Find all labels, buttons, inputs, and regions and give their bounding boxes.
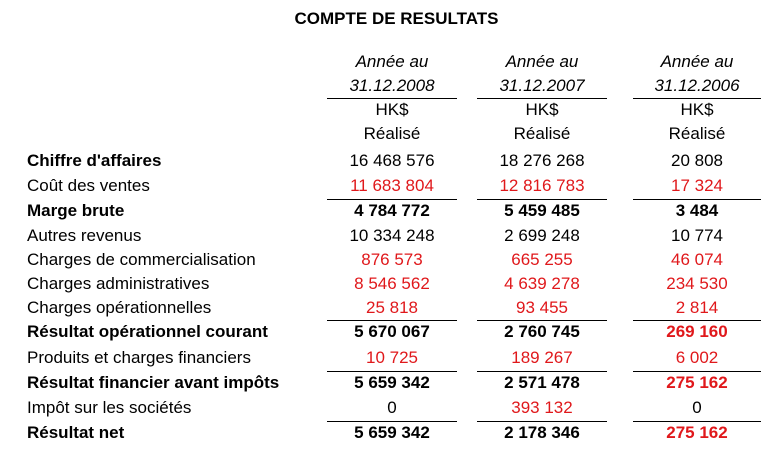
value-2007: 2 760 745 <box>504 322 580 341</box>
row-label: Charges de commercialisation <box>27 250 256 269</box>
value-2006: 0 <box>692 398 702 417</box>
year-label: Année au <box>660 52 734 71</box>
value-2006: 269 160 <box>666 322 728 341</box>
year-label: Année au <box>355 52 429 71</box>
row-label: Autres revenus <box>27 226 142 245</box>
value-2007: 189 267 <box>511 348 573 367</box>
table-row-marge-brute <box>0 199 783 223</box>
row-label: Coût des ventes <box>27 176 150 195</box>
table-row-produits-charges-financiers <box>0 346 783 370</box>
value-2006: 20 808 <box>671 151 723 170</box>
value-2006: 3 484 <box>675 201 719 220</box>
report-title: COMPTE DE RESULTATS <box>294 9 499 28</box>
value-2006: 275 162 <box>666 373 728 392</box>
value-2006: 17 324 <box>671 176 723 195</box>
table-row-impot-societes <box>0 396 783 420</box>
header-divider <box>327 98 457 99</box>
year-date: 31.12.2007 <box>499 76 585 95</box>
table-row-autres-revenus <box>0 224 783 248</box>
value-2007: 4 639 278 <box>504 274 580 293</box>
row-label: Résultat net <box>27 423 125 442</box>
value-2008: 25 818 <box>366 298 418 317</box>
value-2006: 275 162 <box>666 423 728 442</box>
value-2007: 2 178 346 <box>504 423 580 442</box>
value-2006: 234 530 <box>666 274 728 293</box>
table-row-charges-administratives <box>0 272 783 296</box>
status-label: Réalisé <box>668 124 726 143</box>
value-2008: 5 659 342 <box>354 373 430 392</box>
value-2007: 93 455 <box>516 298 568 317</box>
header-divider <box>633 98 761 99</box>
value-2008: 5 670 067 <box>354 322 430 341</box>
value-2006: 10 774 <box>671 226 723 245</box>
row-label: Résultat opérationnel courant <box>27 322 268 341</box>
row-label: Charges administratives <box>27 274 210 293</box>
value-2008: 5 659 342 <box>354 423 430 442</box>
row-label: Impôt sur les sociétés <box>27 398 192 417</box>
table-row-charges-commercialisation <box>0 248 783 272</box>
table-row-resultat-financier <box>0 371 783 395</box>
value-2008: 16 468 576 <box>349 151 435 170</box>
value-2008: 11 683 804 <box>350 176 434 195</box>
value-2008: 876 573 <box>361 250 423 269</box>
value-2008: 4 784 772 <box>354 201 430 220</box>
table-row-chiffre-affaires <box>0 149 783 173</box>
currency-label: HK$ <box>680 100 714 119</box>
value-2007: 5 459 485 <box>504 201 580 220</box>
table-row-charges-operationnelles <box>0 296 783 320</box>
value-2007: 2 571 478 <box>504 373 580 392</box>
currency-label: HK$ <box>375 100 409 119</box>
value-2008: 10 334 248 <box>349 226 435 245</box>
status-label: Réalisé <box>363 124 421 143</box>
value-2006: 2 814 <box>675 298 719 317</box>
row-label: Chiffre d'affaires <box>27 151 162 170</box>
row-label: Marge brute <box>27 201 125 220</box>
table-row-resultat-operationnel <box>0 320 783 344</box>
year-date: 31.12.2008 <box>349 76 435 95</box>
table-row-cout-ventes <box>0 174 783 198</box>
value-2006: 6 002 <box>675 348 719 367</box>
header-divider <box>477 98 607 99</box>
value-2008: 0 <box>387 398 397 417</box>
row-label: Résultat financier avant impôts <box>27 373 280 392</box>
status-label: Réalisé <box>513 124 571 143</box>
value-2007: 18 276 268 <box>499 151 585 170</box>
row-label: Charges opérationnelles <box>27 298 212 317</box>
value-2007: 12 816 783 <box>499 176 585 195</box>
value-2007: 393 132 <box>511 398 573 417</box>
table-row-resultat-net <box>0 421 783 445</box>
value-2006: 46 074 <box>671 250 723 269</box>
currency-label: HK$ <box>525 100 559 119</box>
value-2007: 2 699 248 <box>504 226 580 245</box>
value-2008: 8 546 562 <box>354 274 430 293</box>
year-label: Année au <box>505 52 579 71</box>
year-date: 31.12.2006 <box>654 76 740 95</box>
value-2007: 665 255 <box>511 250 573 269</box>
value-2008: 10 725 <box>366 348 418 367</box>
row-label: Produits et charges financiers <box>27 348 251 367</box>
